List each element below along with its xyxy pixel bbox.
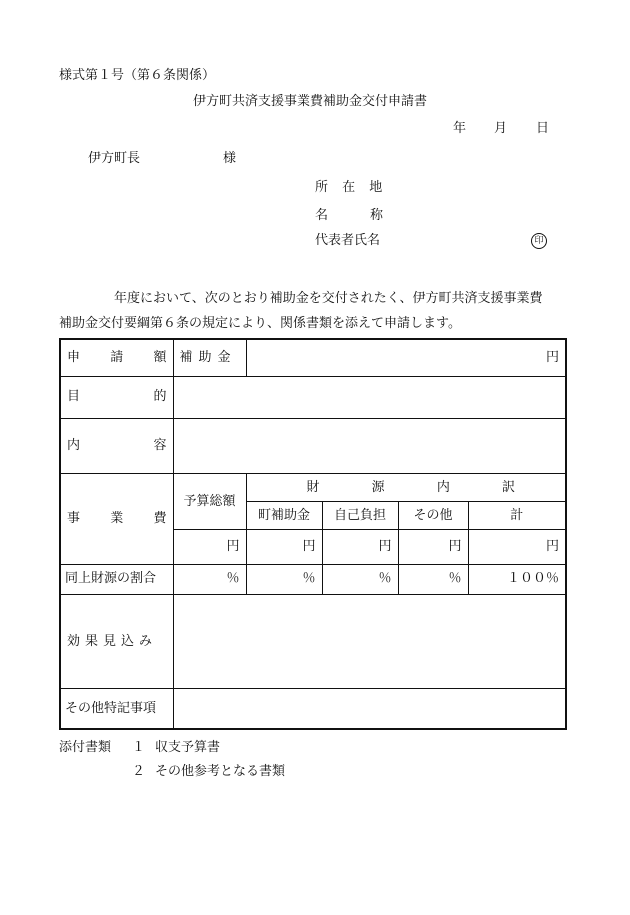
application-table: [59, 338, 567, 730]
representative-label: 代表者氏名: [315, 233, 381, 248]
attachment-2-number: ２: [132, 764, 146, 779]
intro-line-1: 年度において、次のとおり補助金を交付されたく、伊方町共済支援事業費: [114, 291, 543, 306]
other-notes-row: [60, 689, 566, 729]
ratio-other-field[interactable]: ％: [398, 564, 468, 594]
content-label: 内 容: [60, 418, 173, 473]
column-self-burden: 自己負担: [322, 502, 398, 530]
ratio-total: １００％: [468, 564, 566, 594]
addressee: 伊方町長: [88, 151, 141, 166]
budget-total-field[interactable]: 円: [173, 530, 246, 564]
self-burden-field[interactable]: 円: [322, 530, 398, 564]
subsidy-label: 補助金: [173, 339, 246, 376]
date-month: 月: [494, 121, 508, 136]
name-label-char-2: 称: [369, 208, 383, 223]
form-number: 様式第１号（第６条関係）: [59, 68, 216, 83]
total-field[interactable]: 円: [468, 530, 566, 564]
effect-field[interactable]: [173, 594, 566, 688]
effect-row: [60, 594, 566, 688]
ratio-town-subsidy-field[interactable]: ％: [246, 564, 322, 594]
request-amount-yen: 円: [546, 349, 560, 365]
ratio-row: [60, 564, 566, 594]
name-label: [315, 208, 383, 224]
page-title: 伊方町共済支援事業費補助金交付申請書: [193, 94, 428, 109]
date-day: 日: [536, 121, 550, 136]
attachments-label: 添付書類: [59, 740, 112, 755]
name-label-char-1: 名: [315, 208, 329, 223]
budget-total-label: 予算総額: [173, 474, 246, 530]
project-cost-row-1: [60, 474, 566, 502]
request-amount-field[interactable]: [246, 339, 566, 376]
content-field[interactable]: [173, 418, 566, 473]
addressee-suffix: 様: [223, 151, 237, 166]
date-year: 年: [453, 121, 467, 136]
ratio-label: 同上財源の割合: [60, 564, 173, 594]
column-other: その他: [398, 502, 468, 530]
effect-label: 効果見込み: [60, 594, 173, 688]
attachment-1-number: １: [132, 740, 146, 755]
town-subsidy-field[interactable]: 円: [246, 530, 322, 564]
other-notes-field[interactable]: [173, 689, 566, 729]
intro-line-2: 補助金交付要綱第６条の規定により、関係書類を添えて申請します。: [59, 316, 461, 331]
request-amount-row: [60, 339, 566, 376]
content-row: [60, 418, 566, 473]
ratio-budget-field[interactable]: ％: [173, 564, 246, 594]
project-cost-label: 事 業 費: [60, 474, 173, 564]
attachment-1-text: 収支予算書: [155, 740, 221, 755]
purpose-label: 目 的: [60, 376, 173, 418]
other-field[interactable]: 円: [398, 530, 468, 564]
address-label: 所 在 地: [315, 180, 388, 195]
request-amount-label: 申 請 額: [60, 339, 173, 376]
seal-mark: 印: [531, 233, 547, 249]
column-town-subsidy: 町補助金: [246, 502, 322, 530]
column-total: 計: [468, 502, 566, 530]
purpose-field[interactable]: [173, 376, 566, 418]
attachment-2-text: その他参考となる書類: [155, 764, 286, 779]
other-notes-label: その他特記事項: [60, 689, 173, 729]
ratio-self-burden-field[interactable]: ％: [322, 564, 398, 594]
purpose-row: [60, 376, 566, 418]
funding-breakdown-label: 財 源 内 訳: [246, 474, 566, 502]
